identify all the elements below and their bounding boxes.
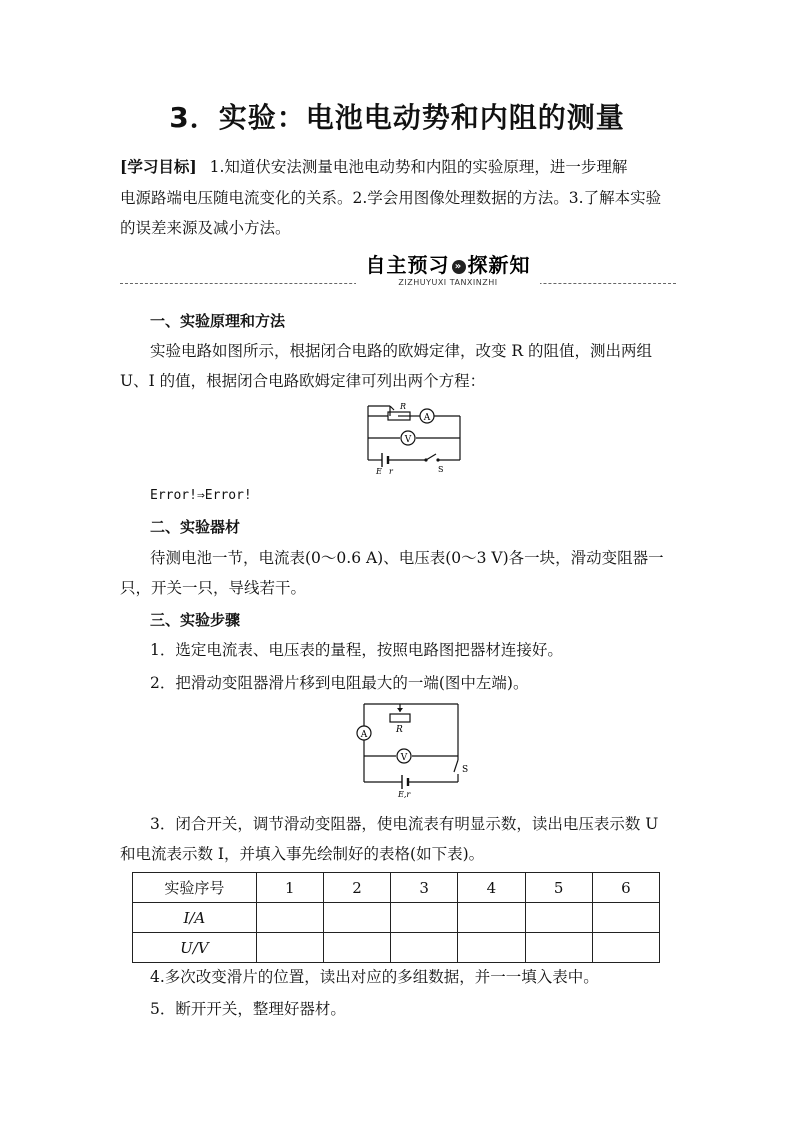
emf-label: E,r xyxy=(398,790,411,798)
table-row-label: I/A xyxy=(133,903,257,933)
objectives-line-2: 电源路端电压随电流变化的关系。2.学会用图像处理数据的方法。3.了解本实验 xyxy=(120,189,662,207)
objectives-line-3: 的误差来源及减小方法。 xyxy=(120,219,291,237)
section1-heading: 一、实验原理和方法 xyxy=(150,312,286,330)
slider-arrow-icon xyxy=(397,708,403,712)
table-row xyxy=(133,903,660,933)
table-cell xyxy=(458,903,525,933)
banner-title-left: 自主预习 xyxy=(365,253,450,277)
voltmeter-label: V xyxy=(404,435,412,445)
switch-contact xyxy=(436,458,439,461)
section1-para-line-2: U、I 的值，根据闭合电路欧姆定律可列出两个方程： xyxy=(120,372,486,390)
switch-label: S xyxy=(462,765,469,775)
objectives-label: [学习目标] xyxy=(120,157,197,176)
banner-subtitle: ZIZHUYUXI TANXINZHI xyxy=(356,278,540,288)
table-header-cell: 5 xyxy=(525,873,592,903)
table-header-cell: 4 xyxy=(458,873,525,903)
step-3-line-2: 和电流表示数 I，并填入事先绘制好的表格(如下表)。 xyxy=(120,845,485,863)
table-cell xyxy=(323,933,390,963)
section-banner xyxy=(120,252,676,292)
step-3-line-1: 3．闭合开关，调节滑动变阻器，使电流表有明显示数，读出电压表示数 U xyxy=(150,815,659,833)
step-4: 4.多次改变滑片的位置，读出对应的多组数据，并一一填入表中。 xyxy=(150,968,599,986)
switch-label: S xyxy=(438,465,444,474)
table-cell xyxy=(323,903,390,933)
step-2: 2．把滑动变阻器滑片移到电阻最大的一端(图中左端)。 xyxy=(150,674,529,692)
double-chevron-icon: » xyxy=(452,260,466,274)
section2-heading: 二、实验器材 xyxy=(150,518,241,536)
switch-pivot xyxy=(424,458,427,461)
table-cell xyxy=(256,903,323,933)
table-header-cell: 3 xyxy=(391,873,458,903)
section1-para-line-1: 实验电路如图所示，根据闭合电路的欧姆定律，改变 R 的阻值，测出两组 xyxy=(150,342,653,360)
table-row xyxy=(133,933,660,963)
resistor-label: R xyxy=(400,402,407,411)
table-cell xyxy=(391,933,458,963)
circuit-diagram-1 xyxy=(360,400,470,476)
table-cell xyxy=(592,903,659,933)
table-cell xyxy=(525,903,592,933)
voltmeter-label: V xyxy=(400,753,408,763)
objectives-text-1: 1.知道伏安法测量电池电动势和内阻的实验原理，进一步理解 xyxy=(209,158,628,176)
ammeter-label: A xyxy=(423,413,431,423)
table-cell xyxy=(391,903,458,933)
table-cell xyxy=(458,933,525,963)
data-table xyxy=(132,872,660,963)
table-header-row xyxy=(133,873,660,903)
internal-resistance-label: r xyxy=(389,467,393,476)
step-1: 1．选定电流表、电压表的量程，按照电路图把器材连接好。 xyxy=(150,641,563,659)
table-cell xyxy=(592,933,659,963)
table-header-cell: 6 xyxy=(592,873,659,903)
banner-box xyxy=(356,252,540,287)
step-5: 5．断开开关，整理好器材。 xyxy=(150,1000,346,1018)
page-title: 3．实验：电池电动势和内阻的测量 xyxy=(169,101,625,134)
table-cell xyxy=(256,933,323,963)
banner-title-right: 探新知 xyxy=(467,253,531,277)
resistor-label: R xyxy=(396,725,403,735)
section3-heading: 三、实验步骤 xyxy=(150,611,241,629)
circuit-diagram-2 xyxy=(350,702,474,798)
table-header-cell: 实验序号 xyxy=(133,873,257,903)
ammeter-label: A xyxy=(360,730,368,740)
section2-line-1: 待测电池一节，电流表(0～0.6 A)、电压表(0～3 V)各一块，滑动变阻器一 xyxy=(150,549,664,567)
table-header-cell: 2 xyxy=(323,873,390,903)
objectives-line-1 xyxy=(120,155,680,179)
section2-line-2: 只，开关一只，导线若干。 xyxy=(120,579,307,597)
emf-label: E xyxy=(376,467,382,476)
table-row-label: U/V xyxy=(133,933,257,963)
error-formula: Error!⇒Error! xyxy=(150,488,252,503)
table-header-cell: 1 xyxy=(256,873,323,903)
banner-title xyxy=(356,252,540,278)
table-cell xyxy=(525,933,592,963)
